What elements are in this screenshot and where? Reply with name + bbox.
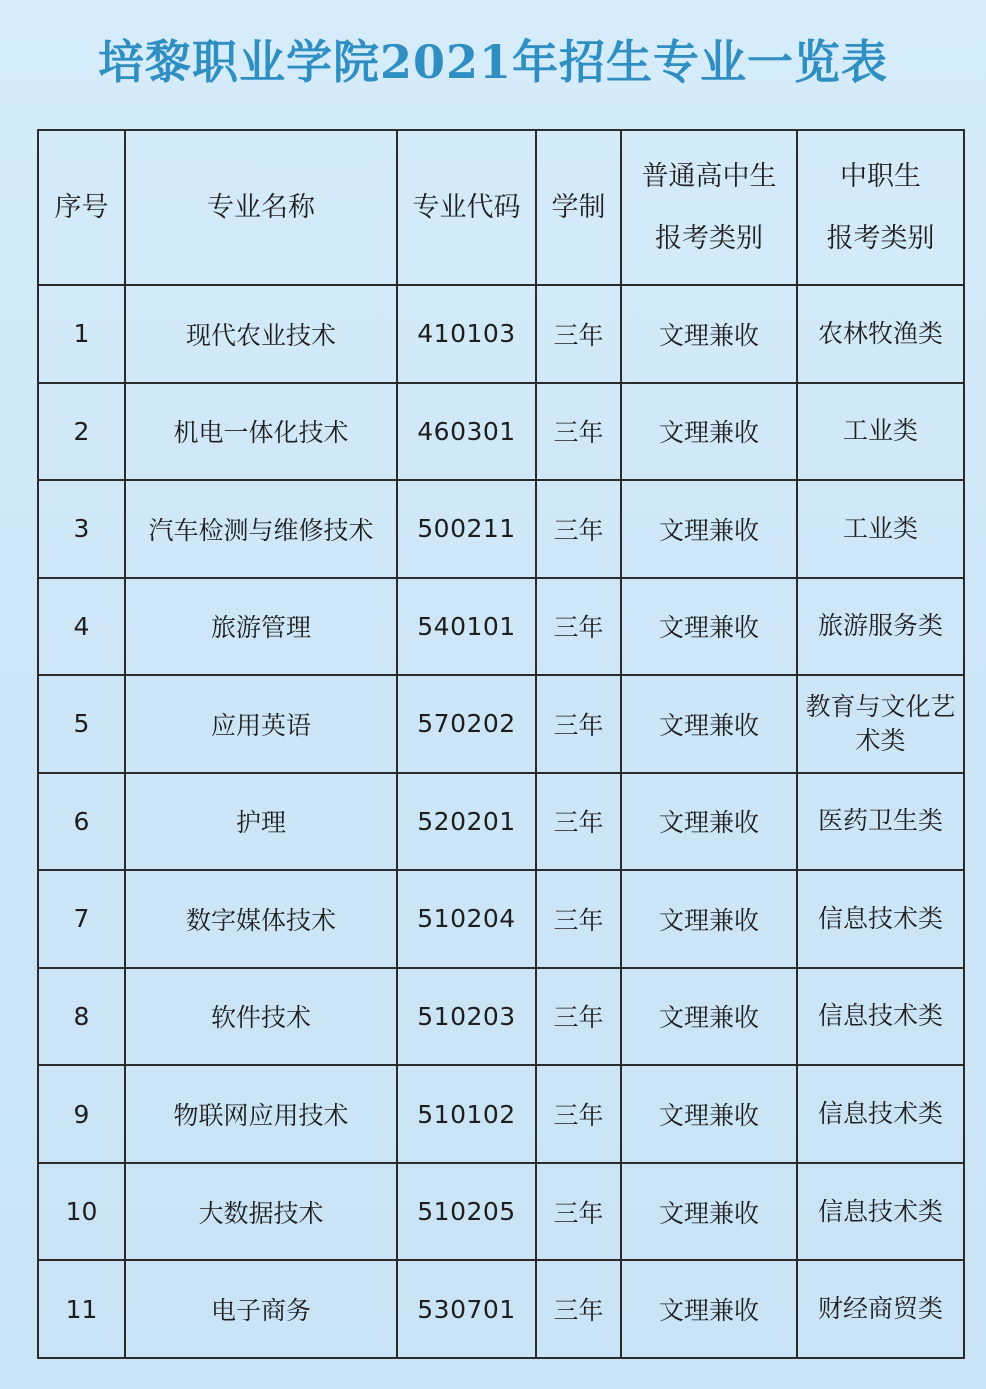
cell-duration: 三年 <box>536 675 621 773</box>
table-row <box>38 1163 964 1261</box>
cell-highschool-category: 文理兼收 <box>621 480 797 578</box>
cell-duration: 三年 <box>536 870 621 968</box>
cell-major-code: 520201 <box>397 773 536 871</box>
header-vocational-line2: 报考类别 <box>826 222 935 254</box>
cell-no: 8 <box>38 968 125 1066</box>
cell-no: 6 <box>38 773 125 871</box>
header-vocational-category <box>797 130 964 285</box>
cell-vocational-category: 信息技术类 <box>797 968 964 1066</box>
cell-major-code: 510204 <box>397 870 536 968</box>
cell-highschool-category: 文理兼收 <box>621 383 797 481</box>
header-name: 专业名称 <box>125 130 397 285</box>
cell-highschool-category: 文理兼收 <box>621 968 797 1066</box>
cell-highschool-category: 文理兼收 <box>621 1260 797 1358</box>
cell-highschool-category: 文理兼收 <box>621 1163 797 1261</box>
cell-major-name: 软件技术 <box>125 968 397 1066</box>
table-row <box>38 383 964 481</box>
cell-major-code: 510205 <box>397 1163 536 1261</box>
header-vocational-line1: 中职生 <box>840 160 921 192</box>
cell-highschool-category: 文理兼收 <box>621 870 797 968</box>
cell-major-name: 数字媒体技术 <box>125 870 397 968</box>
cell-no: 2 <box>38 383 125 481</box>
cell-major-name: 应用英语 <box>125 675 397 773</box>
cell-no: 4 <box>38 578 125 676</box>
cell-no: 11 <box>38 1260 125 1358</box>
cell-no: 7 <box>38 870 125 968</box>
table-row <box>38 773 964 871</box>
cell-no: 9 <box>38 1065 125 1163</box>
cell-vocational-category: 医药卫生类 <box>797 773 964 871</box>
cell-major-name: 护理 <box>125 773 397 871</box>
header-highschool-category <box>621 130 797 285</box>
cell-no: 5 <box>38 675 125 773</box>
header-duration: 学制 <box>536 130 621 285</box>
cell-vocational-category: 信息技术类 <box>797 1065 964 1163</box>
cell-major-code: 500211 <box>397 480 536 578</box>
cell-vocational-category: 工业类 <box>797 480 964 578</box>
cell-duration: 三年 <box>536 1065 621 1163</box>
cell-major-name: 机电一体化技术 <box>125 383 397 481</box>
cell-major-code: 510102 <box>397 1065 536 1163</box>
table-header <box>38 130 964 285</box>
cell-major-code: 530701 <box>397 1260 536 1358</box>
cell-highschool-category: 文理兼收 <box>621 675 797 773</box>
cell-duration: 三年 <box>536 480 621 578</box>
cell-major-name: 电子商务 <box>125 1260 397 1358</box>
header-highschool-line1: 普通高中生 <box>641 160 777 192</box>
cell-vocational-category: 工业类 <box>797 383 964 481</box>
cell-vocational-category: 教育与文化艺术类 <box>797 675 964 773</box>
cell-major-name: 旅游管理 <box>125 578 397 676</box>
table-row <box>38 675 964 773</box>
header-code: 专业代码 <box>397 130 536 285</box>
cell-major-name: 大数据技术 <box>125 1163 397 1261</box>
cell-highschool-category: 文理兼收 <box>621 578 797 676</box>
cell-major-code: 460301 <box>397 383 536 481</box>
table-row <box>38 968 964 1066</box>
cell-vocational-category: 农林牧渔类 <box>797 285 964 383</box>
table-row <box>38 578 964 676</box>
majors-table <box>37 129 965 1359</box>
cell-duration: 三年 <box>536 285 621 383</box>
table-row <box>38 1065 964 1163</box>
cell-major-code: 540101 <box>397 578 536 676</box>
table-row <box>38 480 964 578</box>
cell-major-code: 570202 <box>397 675 536 773</box>
table-body <box>38 285 964 1358</box>
cell-vocational-category: 财经商贸类 <box>797 1260 964 1358</box>
cell-duration: 三年 <box>536 383 621 481</box>
cell-duration: 三年 <box>536 968 621 1066</box>
cell-highschool-category: 文理兼收 <box>621 773 797 871</box>
cell-duration: 三年 <box>536 773 621 871</box>
table-row <box>38 1260 964 1358</box>
cell-major-code: 510203 <box>397 968 536 1066</box>
header-no: 序号 <box>38 130 125 285</box>
cell-highschool-category: 文理兼收 <box>621 285 797 383</box>
cell-major-code: 410103 <box>397 285 536 383</box>
cell-major-name: 现代农业技术 <box>125 285 397 383</box>
cell-duration: 三年 <box>536 578 621 676</box>
cell-no: 3 <box>38 480 125 578</box>
table-row <box>38 870 964 968</box>
cell-highschool-category: 文理兼收 <box>621 1065 797 1163</box>
cell-no: 1 <box>38 285 125 383</box>
cell-no: 10 <box>38 1163 125 1261</box>
cell-duration: 三年 <box>536 1163 621 1261</box>
cell-vocational-category: 信息技术类 <box>797 1163 964 1261</box>
header-highschool-line2: 报考类别 <box>655 222 763 254</box>
cell-vocational-category: 信息技术类 <box>797 870 964 968</box>
cell-duration: 三年 <box>536 1260 621 1358</box>
header-row <box>38 130 964 285</box>
cell-major-name: 汽车检测与维修技术 <box>125 480 397 578</box>
cell-vocational-category: 旅游服务类 <box>797 578 964 676</box>
cell-major-name: 物联网应用技术 <box>125 1065 397 1163</box>
table-row <box>38 285 964 383</box>
page-title: 培黎职业学院2021年招生专业一览表 <box>97 35 889 89</box>
